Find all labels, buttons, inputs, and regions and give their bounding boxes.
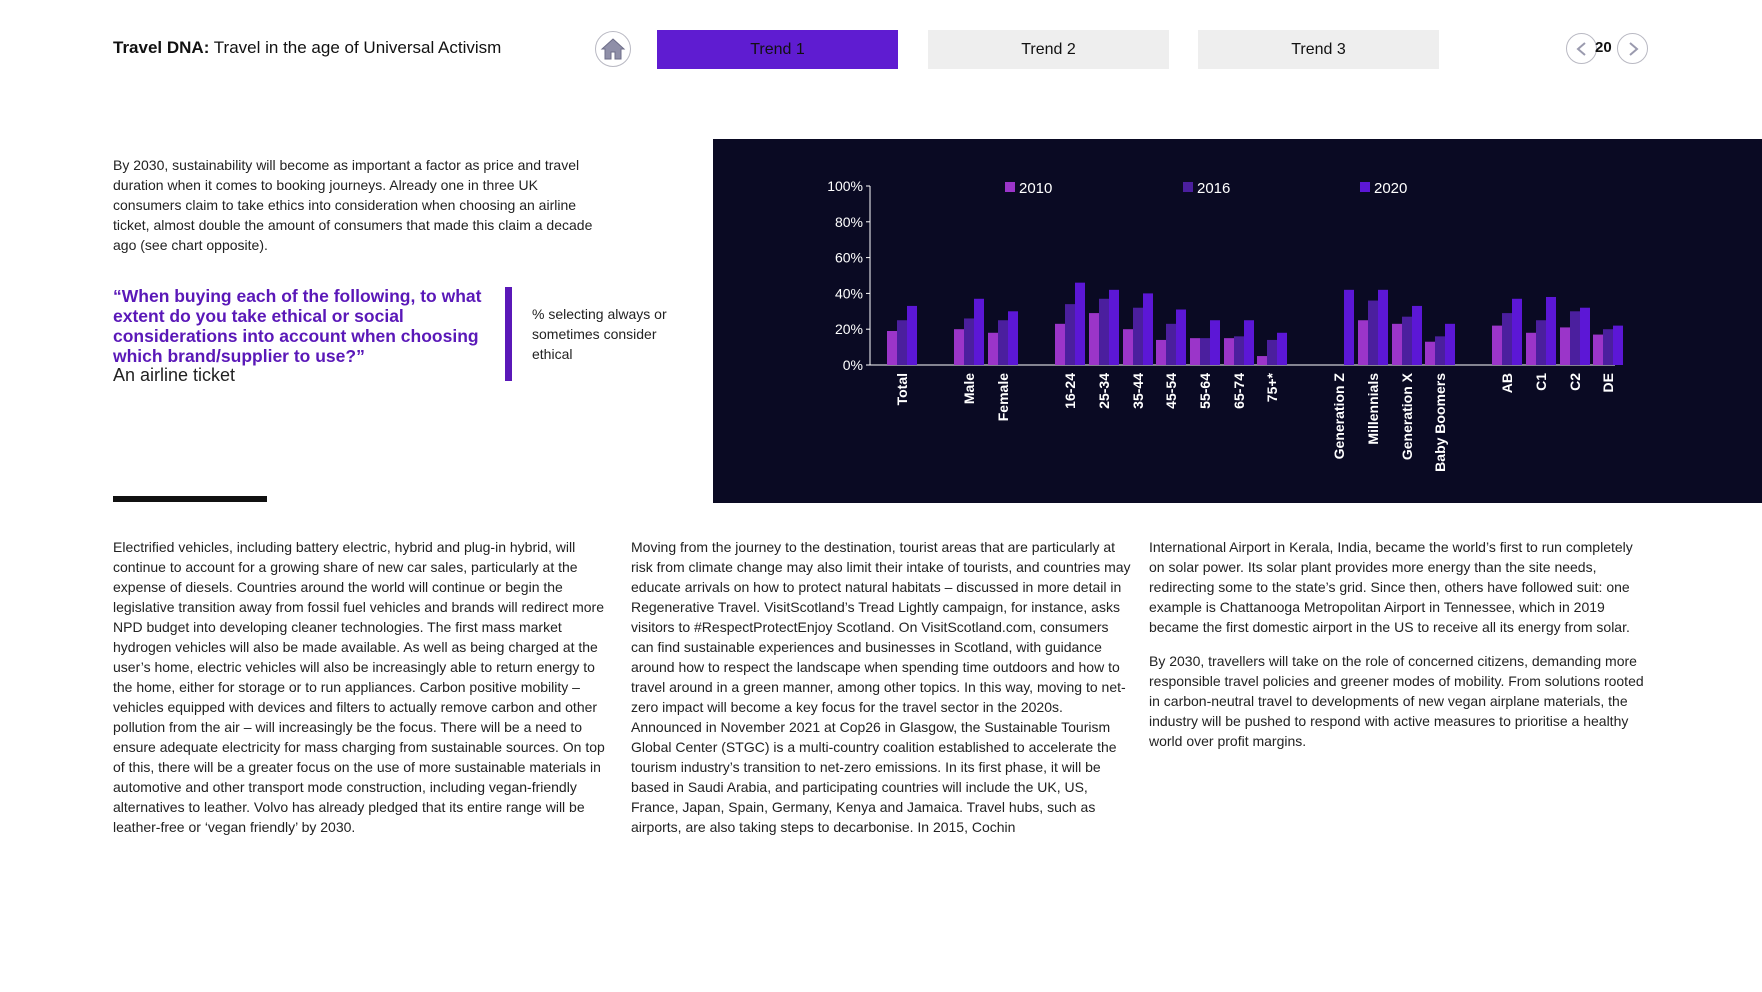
x-tick-label: Generation Z: [1331, 373, 1347, 460]
bar-2016-ab: [1502, 313, 1512, 365]
tab-label: Trend 2: [1021, 40, 1076, 58]
legend-swatch: [1183, 182, 1193, 192]
legend-swatch: [1360, 182, 1370, 192]
x-tick-label: 75+*: [1264, 373, 1280, 403]
x-tick-label: Millennials: [1365, 373, 1381, 445]
bar-2016-c2: [1570, 311, 1580, 365]
bar-2010-16-24: [1055, 324, 1065, 365]
bar-2020-baby-boomers: [1445, 324, 1455, 365]
x-tick-label: 35-44: [1130, 373, 1146, 409]
bar-2010-75-: [1257, 356, 1267, 365]
x-tick-label: Total: [894, 373, 910, 406]
y-tick-label: 80%: [834, 213, 863, 230]
bar-2010-female: [988, 333, 998, 365]
document-title-rest: Travel in the age of Universal Activism: [213, 38, 502, 57]
bar-2010-45-54: [1156, 340, 1166, 365]
x-tick-label: 25-34: [1096, 373, 1112, 409]
bar-2020-75-: [1277, 333, 1287, 365]
bar-2016-total: [897, 320, 907, 365]
tab-trend-2[interactable]: [928, 30, 1169, 69]
bar-2020-55-64: [1210, 320, 1220, 365]
bar-2010-millennials: [1358, 320, 1368, 365]
tab-trend-1[interactable]: [657, 30, 898, 69]
x-tick-label: 65-74: [1231, 373, 1247, 409]
chevron-right-icon: [1625, 41, 1641, 57]
x-tick-label: C2: [1567, 373, 1583, 391]
bar-2016-male: [964, 318, 974, 365]
bar-2020-16-24: [1075, 283, 1085, 365]
bar-2020-c2: [1580, 308, 1590, 365]
bar-2020-generation-x: [1412, 306, 1422, 365]
bar-2016-45-54: [1166, 324, 1176, 365]
x-tick-label: 16-24: [1062, 373, 1078, 409]
bar-2016-55-64: [1200, 338, 1210, 365]
bar-2010-total: [887, 331, 897, 365]
bar-2010-generation-x: [1392, 324, 1402, 365]
bar-2016-female: [998, 320, 1008, 365]
bar-2016-75-: [1267, 340, 1277, 365]
bar-2020-generation-z: [1344, 290, 1354, 365]
bar-2010-c2: [1560, 327, 1570, 365]
home-button[interactable]: [595, 31, 631, 67]
bar-2020-female: [1008, 311, 1018, 365]
text-column-2: [631, 537, 1131, 851]
home-icon: [600, 37, 626, 61]
bar-2010-55-64: [1190, 338, 1200, 365]
x-tick-label: C1: [1533, 373, 1549, 391]
x-tick-label: 55-64: [1197, 373, 1213, 409]
legend-swatch: [1005, 182, 1015, 192]
bar-2020-ab: [1512, 299, 1522, 365]
bar-2016-c1: [1536, 320, 1546, 365]
chart-panel: [713, 139, 1762, 503]
y-tick-label: 0%: [842, 357, 863, 373]
bar-2020-45-54: [1176, 310, 1186, 365]
x-tick-label: Generation X: [1399, 373, 1415, 461]
bar-2010-c1: [1526, 333, 1536, 365]
document-title: [113, 38, 501, 58]
bar-2020-millennials: [1378, 290, 1388, 365]
x-tick-label: Female: [995, 373, 1011, 422]
bar-2010-65-74: [1224, 338, 1234, 365]
bar-2010-ab: [1492, 326, 1502, 365]
bar-2016-65-74: [1234, 336, 1244, 365]
bar-2010-35-44: [1123, 329, 1133, 365]
intro-paragraph: By 2030, sustainability will become as important a factor as price and travel duration when it comes to booking journeys. Already one in three UK consumers claim to take ethics into consideration when choosing an airline ticket, almost double the amount of consumers that made this claim a decade ago (see chart opposite).: [113, 157, 593, 253]
body-paragraph: Electrified vehicles, including battery electric, hybrid and plug-in hybrid, will continue to account for a growing share of new car sales, particularly at the expense of diesels. Countries around the world will continue or begin the legislative transition away from fossil fuel vehicles and brands will redirect more NPD budget into developing cleaner technologies. The first mass market hydrogen vehicles will also be made available. As well as being charged at the user’s home, electric vehicles will also be increasingly able to return energy to the home, either for storage or to run appliances. Carbon positive mobility – vehicles equipped with devices and filters to actually remove carbon and other pollution from the air – will increasingly be the focus. There will be a need to ensure adequate electricity for mass charging from sustainable sources. On top of this, there will be a greater focus on the use of more sustainable materials in automotive and other transport mode construction, including vegan-friendly alternatives to leather. Volvo has already pledged that its entire range will be leather-free or ‘vegan friendly’ by 2030.: [113, 539, 605, 835]
y-tick-label: 20%: [834, 321, 863, 338]
bar-2016-generation-x: [1402, 317, 1412, 365]
tab-label: Trend 3: [1291, 40, 1346, 58]
body-paragraph: International Airport in Kerala, India, became the world’s first to run completely on solar power. Its solar plant provides more energy than the site needs, redirecting some to the state’s grid. Since then, others have followed suit: one example is Chattanooga Metropolitan Airport in Tennessee, which in 2019 became the first domestic airport in the US to receive all its energy from solar.: [1149, 539, 1633, 635]
y-tick-label: 100%: [827, 178, 863, 194]
x-tick-label: Male: [961, 373, 977, 405]
text-column-1: [113, 537, 613, 851]
bar-2020-c1: [1546, 297, 1556, 365]
body-paragraph: By 2030, travellers will take on the role of concerned citizens, demanding more responsible travel policies and greener modes of mobility. From solutions rooted in carbon-neutral travel to developments of new vegan airplane materials, the industry will be pushed to respond with active measures to prioritise a healthy world over profit margins.: [1149, 653, 1644, 749]
bar-2020-de: [1613, 326, 1623, 365]
survey-question: “When buying each of the following, to what extent do you take ethical or social considerations into account when choosing which brand/supplier to use?”: [113, 286, 482, 366]
accent-bar: [505, 287, 512, 381]
page-number: 20: [1595, 39, 1612, 56]
bar-2016-25-34: [1099, 299, 1109, 365]
bar-2016-16-24: [1065, 304, 1075, 365]
bar-2016-millennials: [1368, 301, 1378, 365]
next-page-button[interactable]: [1617, 33, 1648, 64]
previous-page-button[interactable]: [1566, 33, 1597, 64]
bar-2010-male: [954, 329, 964, 365]
legend-label: 2016: [1197, 180, 1231, 197]
y-tick-label: 60%: [834, 249, 863, 266]
bar-2010-de: [1593, 335, 1603, 365]
bar-2020-25-34: [1109, 290, 1119, 365]
bar-2016-de: [1603, 329, 1613, 365]
measure-note: % selecting always or sometimes consider ethical: [532, 306, 667, 362]
tab-label: Trend 1: [750, 40, 805, 58]
bar-2010-25-34: [1089, 313, 1099, 365]
survey-subject: An airline ticket: [113, 365, 236, 385]
body-paragraph: Moving from the journey to the destination, tourist areas that are particularly at risk from climate change may also limit their intake of tourists, and countries may educate arrivals on how to protect natural habitats – discussed in more detail in Regenerative Travel. VisitScotland’s Tread Lightly campaign, for instance, asks visitors to #RespectProtectEnjoy Scotland. On VisitScotland.com, consumers can find sustainable experiences and businesses in Scotland, with guidance around how to respect the landscape when spending time outdoors and how to travel around in a green manner, among other topics. In this way, moving to net-zero impact will become a key focus for the travel sector in the 2020s. Announced in November 2021 at Cop26 in Glasgow, the Sustainable Tourism Global Center (STGC) is a multi-country coalition established to accelerate the tourism industry’s transition to net-zero emissions. In its first phase, it will be based in Saudi Arabia, and participating countries will include the UK, US, France, Japan, Spain, Germany, Kenya and Jamaica. Travel hubs, such as airports, are also taking steps to decarbonise. In 2015, Cochin: [631, 539, 1131, 835]
bar-2010-baby-boomers: [1425, 342, 1435, 365]
bar-2020-35-44: [1143, 293, 1153, 365]
chevron-left-icon: [1574, 41, 1590, 57]
x-tick-label: DE: [1600, 373, 1616, 393]
ethical-consideration-bar-chart: [713, 139, 1762, 503]
bar-2020-65-74: [1244, 320, 1254, 365]
section-divider: [113, 496, 267, 502]
x-tick-label: Baby Boomers: [1432, 373, 1448, 472]
legend-label: 2010: [1019, 180, 1053, 197]
bar-2020-total: [907, 306, 917, 365]
tab-trend-3[interactable]: [1198, 30, 1439, 69]
x-tick-label: 45-54: [1163, 373, 1179, 409]
y-tick-label: 40%: [834, 285, 863, 302]
document-title-bold: Travel DNA:: [113, 38, 210, 57]
bar-2020-male: [974, 299, 984, 365]
bar-2016-baby-boomers: [1435, 336, 1445, 365]
bar-2016-35-44: [1133, 308, 1143, 365]
x-tick-label: AB: [1499, 373, 1515, 394]
legend-label: 2020: [1374, 180, 1408, 197]
text-column-3: [1149, 537, 1649, 765]
